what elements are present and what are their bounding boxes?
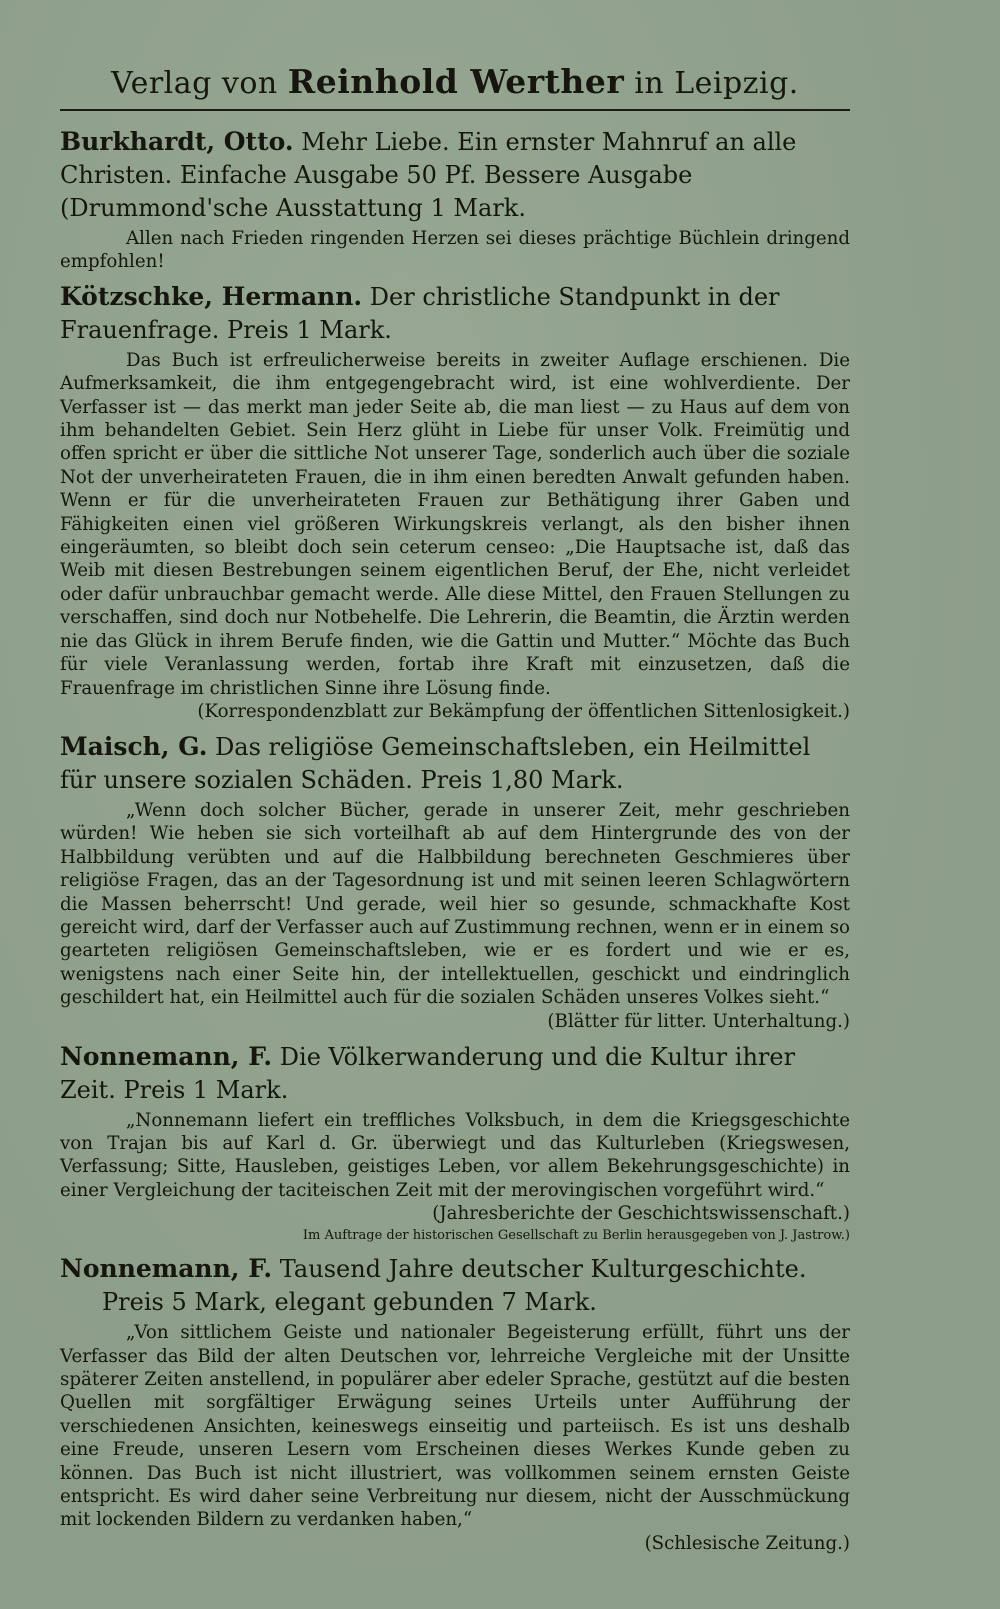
- header-prefix: Verlag von: [111, 66, 278, 101]
- review-source-note: Im Auftrage der historischen Gesellschaft zu Berlin herausgegeben von J. Jastrow.): [302, 1228, 850, 1244]
- entry-review: „Von sittlichem Geiste und nationaler Begeisterung erfüllt, führt uns der Verfasser das Bild der alten Deutschen vor, lehrreiche Vergleiche mit der Unsitte späterer Zeiten anstellend, in populärer aber edeler Sprache, gestützt auf die besten Quellen mit sorgfältiger Erwägung seines Urteils unter Aufführung der verschiedenen Ansichten, keineswegs einseitig und parteiisch. Es ist uns deshalb eine Freude, unseren Lesern vom Erscheinen dieses Werkes Kunde geben zu können. Das Buch ist nicht illustriert, was vollkommen seinem ernsten Geiste entspricht. Es wird daher seine Verbreitung nur diesem, nicht der Ausschmückung mit lockenden Bildern zu verdanken haben,“: [60, 1322, 850, 1531]
- entry-heading: [60, 280, 850, 347]
- entry-review: Allen nach Frieden ringenden Herzen sei dieses prächtige Büchlein dringend empfohlen!: [60, 228, 850, 273]
- entry-nonnemann-voelkerwanderung: [60, 1040, 850, 1247]
- entry-koetzschke: [60, 280, 850, 724]
- entry-author: Maisch, G.: [60, 731, 208, 761]
- entry-author: Nonnemann, F.: [60, 1254, 273, 1284]
- review-source: (Schlesische Zeitung.): [644, 1532, 850, 1554]
- entry-price: Preis 5 Mark, elegant gebunden 7 Mark.: [102, 1288, 597, 1317]
- entry-heading: [60, 730, 850, 797]
- entry-heading: [60, 1040, 850, 1107]
- entry-review: „Wenn doch solcher Bücher, gerade in unserer Zeit, mehr geschrieben würden! Wie heben sie sich vorteilhaft ab auf dem Hintergrunde des von der Halbbildung verübten und auf die Halbbildung berechneten Geschmieres über religiöse Fragen, das an der Tagesordnung ist und mit seinen leeren Schlagwörtern die Massen beherrscht! Und gerade, weil hier so gesunde, schmackhafte Kost gereicht wird, darf der Verfasser auch auf Zustimmung rechnen, wenn er in einem so gearteten religiösen Gemeinschaftsleben, wie er es fordert und wie er es, wenigstens nach einer Seite hin, der intellektuellen, geschickt und eindringlich geschildert hat, ein Heilmittel auch für die sozialen Schäden unseres Volkes sieht.“: [60, 799, 850, 1009]
- review-source: (Jahresberichte der Geschichtswissenschaft.): [432, 1203, 850, 1225]
- entry-heading: [60, 1252, 850, 1319]
- entry-title: Die Völkerwanderung und die Kultur ihrer Zeit. Preis 1 Mark.: [60, 1042, 796, 1104]
- review-source: (Korrespondenzblatt zur Bekämpfung der öffentlichen Sittenlosigkeit.): [197, 700, 850, 722]
- entry-author: Kötzschke, Hermann.: [60, 281, 363, 311]
- entry-nonnemann-kulturgeschichte: [60, 1252, 850, 1556]
- header-suffix: in Leipzig.: [634, 66, 799, 101]
- entry-author: Burkhardt, Otto.: [60, 127, 294, 156]
- entry-heading: [60, 125, 850, 225]
- review-source: (Blätter für litter. Unterhaltung.): [547, 1010, 850, 1032]
- header-rule: [60, 109, 850, 111]
- entry-burkhardt: [60, 125, 850, 274]
- entry-title: Tausend Jahre deutscher Kulturgeschichte.: [279, 1255, 807, 1284]
- entry-review: „Nonnemann liefert ein treffliches Volksbuch, in dem die Kriegsgeschichte von Trajan bis auf Karl d. Gr. überwiegt und das Kulturleben (Kriegswesen, Verfassung; Sitte, Hausleben, geistiges Leben, vor allem Bekehrungsgeschichte) in einer Vergleichung der taciteischen Zeit mit der merovingischen vorgeführt wird.“: [60, 1109, 850, 1201]
- entry-title: Der christliche Standpunkt in der Frauenfrage. Preis 1 Mark.: [60, 282, 780, 344]
- entry-author: Nonnemann, F.: [60, 1041, 273, 1071]
- entry-maisch: [60, 730, 850, 1034]
- entry-price: Preis 1,80 Mark.: [420, 765, 624, 794]
- entry-title: Mehr Liebe. Ein ernster Mahnruf an alle Christen. Einfache Ausgabe 50 Pf. Bessere Ausgabe (Drummond'sche Ausstattung 1 Mark.: [60, 128, 797, 222]
- page-header: [60, 62, 850, 101]
- publisher-name: Reinhold Werther: [287, 62, 625, 101]
- entry-title: Das religiöse Gemeinschaftsleben, ein Heilmittel für unsere sozialen Schäden.: [60, 732, 811, 794]
- entry-review: Das Buch ist erfreulicherweise bereits in zweiter Auflage erschienen. Die Aufmerksamkeit, die ihm entgegengebracht wird, ist eine wohlverdiente. Der Verfasser ist — das merkt man jeder Seite ab, die man liest — zu Haus auf dem von ihm behandelten Gebiet. Sein Herz glüht in Liebe für unser Volk. Freimütig und offen spricht er über die sittliche Not unserer Tage, sonderlich auch über die soziale Not der unverheirateten Frauen, die in ihm einen beredten Anwalt gefunden haben. Wenn er für die unverheirateten Frauen zur Bethätigung ihrer Gaben und Fähigkeiten einen viel größeren Wirkungskreis verlangt, als den bisher ihnen eingeräumten, so bleibt doch sein ceterum censeo: „Die Hauptsache ist, daß das Weib mit diesen Bestrebungen seinem eigentlichen Beruf, der Ehe, nicht verleidet oder dafür unbrauchbar gemacht werde. Alle diese Mittel, den Frauen Stellungen zu verschaffen, sind doch nur Notbehelfe. Die Lehrerin, die Beamtin, die Ärztin werden nie das Glück in ihrem Berufe finden, wie die Gattin und Mutter.“ Möchte das Buch für viele Veranlassung werden, fortab ihre Kraft mit einzusetzen, daß die Frauenfrage im christlichen Sinne ihre Lösung finde.: [60, 349, 850, 699]
